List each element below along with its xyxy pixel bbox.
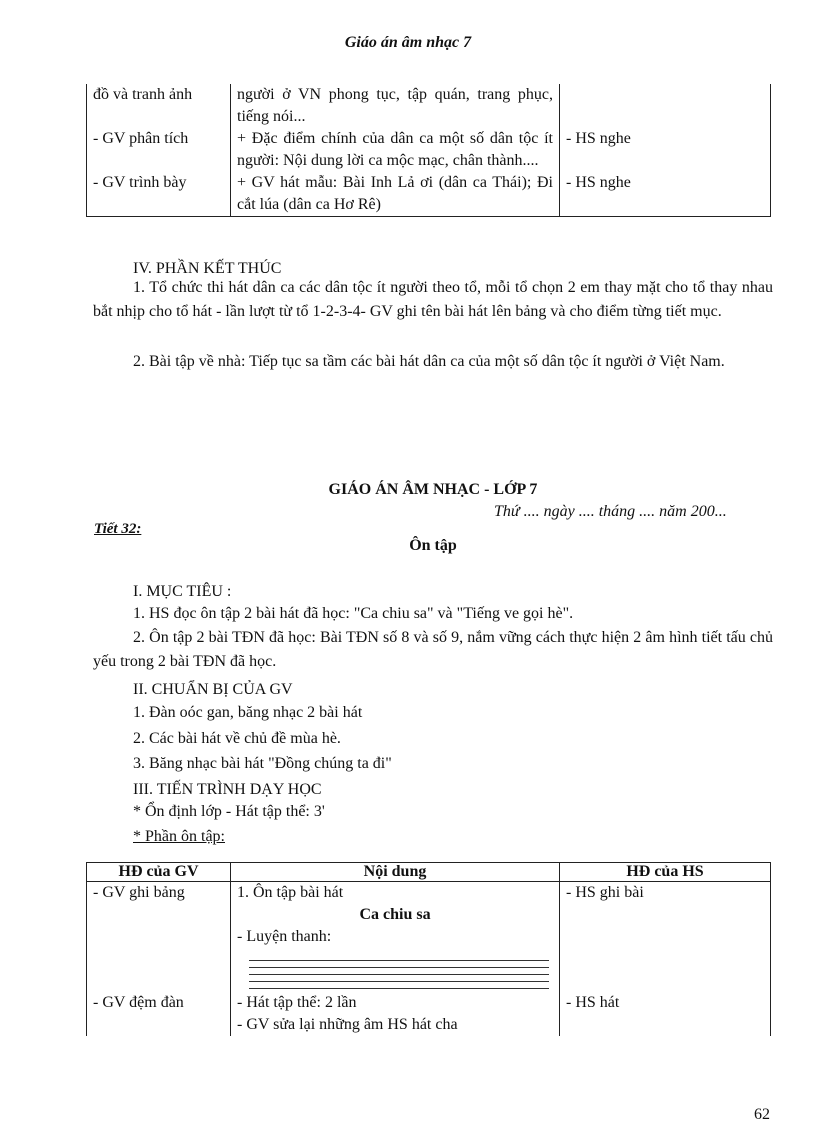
gv-cell: đồ và tranh ảnh [87, 84, 231, 128]
hs-cell: - HS ghi bài [560, 882, 771, 993]
group-singing-line: - Hát tập thể: 2 lần [237, 994, 357, 1011]
gv-cell: - GV trình bày [87, 172, 231, 217]
hs-cell [560, 84, 771, 128]
table-row [87, 128, 771, 172]
procedure-2: * Phần ôn tập: [133, 828, 225, 845]
content-cell [231, 882, 560, 993]
header-content: Nội dung [231, 863, 560, 882]
preparation-3: 3. Băng nhạc bài hát "Đồng chúng ta đi" [133, 755, 392, 772]
section-heading-ending: IV. PHẦN KẾT THÚC [133, 260, 282, 277]
section-heading-objectives: I. MỤC TIÊU : [133, 583, 232, 600]
gv-cell: - GV ghi bảng [87, 882, 231, 993]
procedure-1: * Ổn định lớp - Hát tập thể: 3' [133, 803, 325, 820]
header-hs: HĐ của HS [560, 863, 771, 882]
gv-cell: - GV đệm đàn [87, 992, 231, 1036]
preparation-2: 2. Các bài hát về chủ đề mùa hè. [133, 730, 341, 747]
review-song-heading: 1. Ôn tập bài hát [237, 884, 344, 901]
lesson-date: Thứ .... ngày .... tháng .... năm 200... [494, 503, 727, 520]
correction-line: - GV sửa lại những âm HS hát cha [237, 1016, 458, 1033]
warmup-label: - Luyện thanh: [237, 928, 332, 945]
ending-paragraph-2: 2. Bài tập về nhà: Tiếp tục sa tầm các bài hát dân ca của một số dân tộc ít người ở Việt Nam. [133, 353, 725, 370]
hs-cell: - HS nghe [560, 172, 771, 217]
section-heading-preparation: II. CHUẨN BỊ CỦA GV [133, 681, 293, 698]
table-header-row [87, 863, 771, 882]
hs-cell: - HS nghe [560, 128, 771, 172]
content-cell: + Đặc điểm chính của dân ca một số dân tộc ít người: Nội dung lời ca mộc mạc, chân thành.... [231, 128, 560, 172]
preparation-1: 1. Đàn oóc gan, băng nhạc 2 bài hát [133, 704, 363, 721]
song-name: Ca chiu sa [359, 906, 431, 923]
hs-cell: - HS hát [560, 992, 771, 1036]
table-row [87, 882, 771, 993]
lesson-topic: Ôn tập [409, 537, 457, 554]
lesson-title: GIÁO ÁN ÂM NHẠC - LỚP 7 [328, 481, 538, 498]
page-header: Giáo án âm nhạc 7 [344, 34, 472, 51]
table-row [87, 172, 771, 217]
section-heading-procedure: III. TIẾN TRÌNH DẠY HỌC [133, 781, 322, 798]
review-activity-table [86, 862, 771, 1036]
table-row [87, 84, 771, 128]
music-staff [249, 954, 549, 990]
objective-1: 1. HS đọc ôn tập 2 bài hát đã học: "Ca chiu sa" và "Tiếng ve gọi hè". [133, 605, 574, 622]
top-activity-table [86, 84, 771, 217]
gv-cell: - GV phân tích [87, 128, 231, 172]
lesson-period: Tiết 32: [94, 521, 142, 537]
header-gv: HĐ của GV [87, 863, 231, 882]
content-cell [231, 992, 560, 1036]
ending-paragraph-1: 1. Tổ chức thi hát dân ca các dân tộc ít người theo tổ, mỗi tổ chọn 2 em thay mặt cho tổ thay nhau bắt nhịp cho tổ hát - lần lượt từ tổ 1-2-3-4- GV ghi tên bài hát lên bảng và cho điểm từng tiết mục. [93, 279, 773, 320]
table-row [87, 992, 771, 1036]
objective-2: 2. Ôn tập 2 bài TĐN đã học: Bài TĐN số 8 và số 9, nắm vững cách thực hiện 2 âm hình tiết tấu chủ yếu trong 2 bài TĐN đã học. [93, 629, 773, 670]
content-cell: + GV hát mẫu: Bài Inh Lả ơi (dân ca Thái); Đi cắt lúa (dân ca Hơ Rê) [231, 172, 560, 217]
content-cell: người ở VN phong tục, tập quán, trang phục, tiếng nói... [231, 84, 560, 128]
page-number: 62 [754, 1106, 770, 1123]
